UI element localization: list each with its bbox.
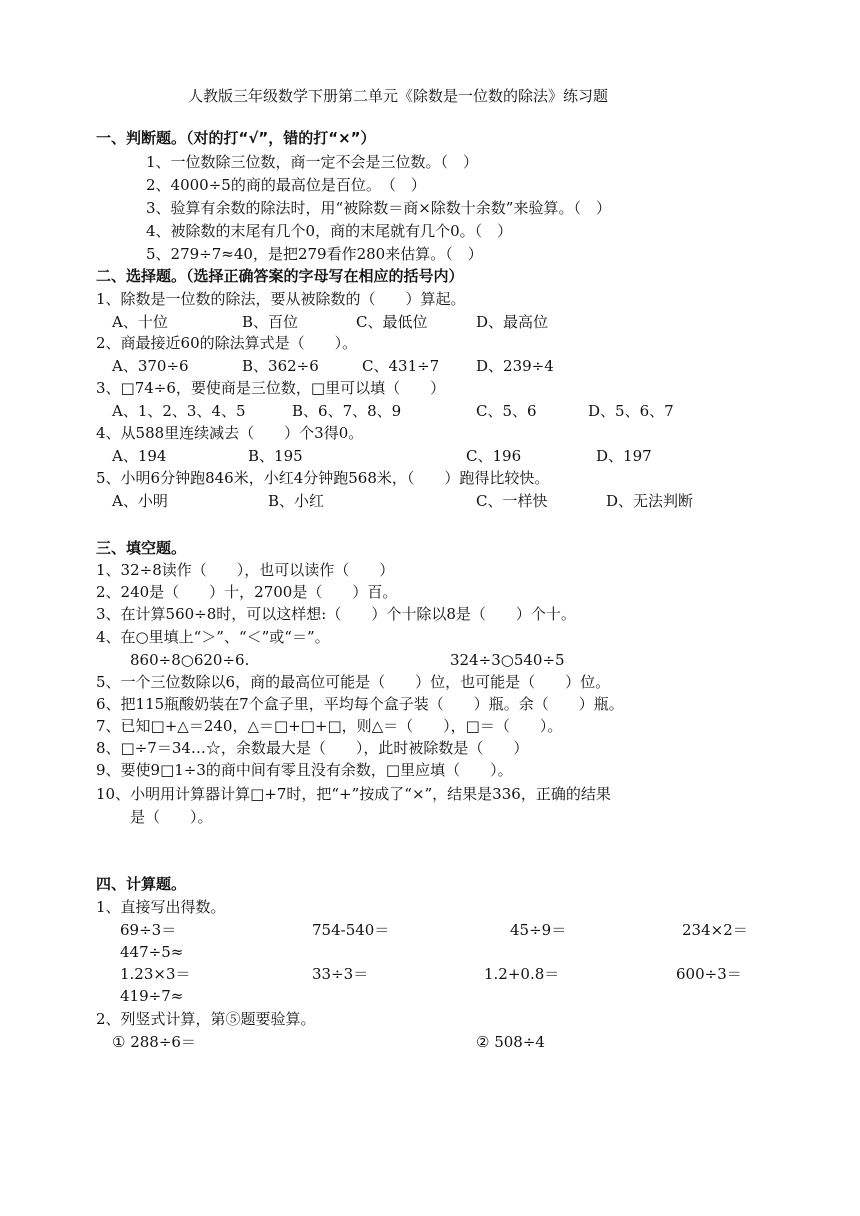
choice-question-2: 2、商最接近60的除法算式是（ ）。 [96,334,358,352]
choice-question-1: 1、除数是一位数的除法，要从被除数的（ ）算起。 [96,290,466,308]
judge-item-4: 4、被除数的末尾有几个0，商的末尾就有几个0。（ ） [146,222,513,240]
choice-option: D、239÷4 [476,357,554,375]
choice-option: D、最高位 [476,313,549,331]
choice-question-4: 4、从588里连续减去（ ）个3得0。 [96,424,364,442]
choice-option: A、194 [112,447,167,465]
calc-expression: 419÷7≈ [120,987,184,1005]
vertical-calc-2: ② 508÷4 [476,1033,545,1051]
fill-item-3: 3、在计算560÷8时，可以这样想:（ ）个十除以8是（ ）个十。 [96,605,576,623]
fill-item-7: 7、已知□+△＝240，△＝□+□+□，则△＝（ ），□＝（ ）。 [96,717,563,735]
calc-expression: 69÷3＝ [120,921,177,939]
section1-heading: 一、判断题。（对的打“√”，错的打“×”） [96,129,376,147]
fill-item-6: 6、把115瓶酸奶装在7个盒子里，平均每个盒子装（ ）瓶。余（ ）瓶。 [96,695,624,713]
choice-option: C、196 [466,447,522,465]
compare-right: 324÷3○540÷5 [450,651,565,669]
calc-expression: 45÷9＝ [510,921,567,939]
calc-expression: 600÷3＝ [676,965,742,983]
choice-option: A、1、2、3、4、5 [112,402,246,420]
fill-item-10: 10、小明用计算器计算□+7时，把“+”按成了“×”，结果是336，正确的结果 [96,785,611,803]
fill-item-9: 9、要使9□1÷3的商中间有零且没有余数，□里应填（ ）。 [96,761,513,779]
choice-option: B、百位 [242,313,299,331]
choice-option: C、5、6 [476,402,537,420]
fill-item-8: 8、□÷7＝34…☆，余数最大是（ ），此时被除数是（ ） [96,739,529,757]
choice-option: A、370÷6 [112,357,189,375]
section3-heading: 三、填空题。 [96,539,187,557]
choice-question-3: 3、□74÷6，要使商是三位数，□里可以填（ ） [96,379,446,397]
calc-expression: 1.2+0.8＝ [484,965,560,983]
fill-item-1: 1、32÷8读作（ ），也可以读作（ ） [96,561,395,579]
judge-item-3: 3、验算有余数的除法时，用“被除数＝商×除数十余数”来验算。（ ） [146,199,611,217]
fill-item-5: 5、一个三位数除以6，商的最高位可能是（ ）位，也可能是（ ）位。 [96,673,611,691]
calc-expression: 234×2＝ [682,921,748,939]
calc-expression: 447÷5≈ [120,943,184,961]
calc-sub-1: 1、直接写出得数。 [96,898,226,916]
section4-heading: 四、计算题。 [96,875,187,893]
choice-option: B、195 [248,447,303,465]
choice-option: C、一样快 [476,492,548,510]
calc-expression: 33÷3＝ [312,965,369,983]
fill-item-10-cont: 是（ ）。 [130,808,213,826]
choice-option: B、362÷6 [242,357,319,375]
judge-item-1: 1、一位数除三位数，商一定不会是三位数。（ ） [146,153,479,171]
section2-heading: 二、选择题。（选择正确答案的字母写在相应的括号内） [96,267,464,285]
fill-item-4: 4、在○里填上“＞”、“＜”或“＝”。 [96,628,330,646]
choice-question-5: 5、小明6分钟跑846米，小红4分钟跑568米，（ ）跑得比较快。 [96,469,550,487]
fill-item-2: 2、240是（ ）十，2700是（ ）百。 [96,583,398,601]
choice-option: C、431÷7 [362,357,440,375]
choice-option: B、小红 [268,492,325,510]
choice-option: A、小明 [112,492,168,510]
calc-sub-2: 2、列竖式计算，第⑤题要验算。 [96,1010,316,1028]
vertical-calc-1: ① 288÷6＝ [112,1033,196,1051]
calc-expression: 1.23×3＝ [120,965,191,983]
compare-left: 860÷8○620÷6. [130,651,250,669]
choice-option: D、197 [596,447,652,465]
choice-option: D、5、6、7 [588,402,674,420]
judge-item-5: 5、279÷7≈40，是把279看作280来估算。（ ） [146,245,483,263]
calc-expression: 754-540＝ [312,921,390,939]
choice-option: A、十位 [112,313,168,331]
judge-item-2: 2、4000÷5的商的最高位是百位。 （ ） [146,176,426,194]
page-title: 人教版三年级数学下册第二单元《除数是一位数的除法》练习题 [188,87,609,105]
choice-option: C、最低位 [356,313,428,331]
choice-option: B、6、7、8、9 [292,402,402,420]
choice-option: D、无法判断 [606,492,694,510]
